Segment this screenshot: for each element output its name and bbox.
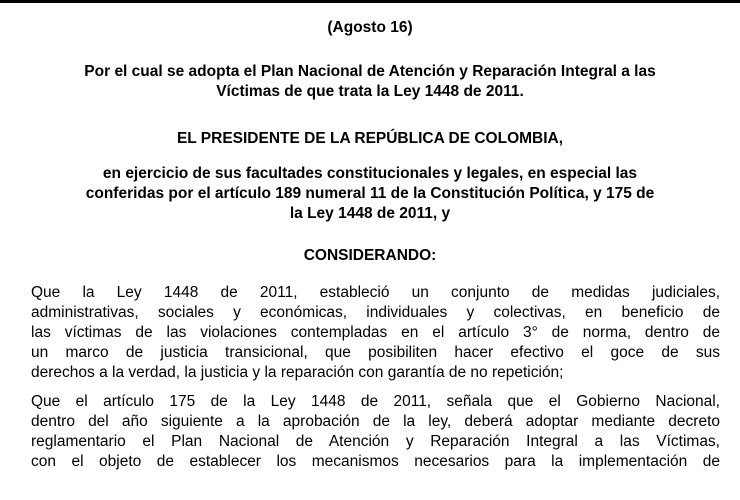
paragraph-line: dentro del año siguiente a la aprobación de la ley, deberá adoptar mediante decreto xyxy=(31,413,720,430)
powers-line: conferidas por el artículo 189 numeral 11 de la Constitución Política, y 175 de xyxy=(85,185,655,202)
paragraph-line: un marco de justicia transicional, que posibiliten hacer efectivo el goce de sus xyxy=(31,344,720,361)
powers-clause xyxy=(0,164,740,224)
considering-heading: CONSIDERANDO: xyxy=(303,247,437,264)
decree-date: (Agosto 16) xyxy=(327,19,413,36)
powers-line: la Ley 1448 de 2011, y xyxy=(289,205,451,222)
top-border-line xyxy=(0,0,740,3)
subject-line: Víctimas de que trata la Ley 1448 de 2011. xyxy=(216,83,524,100)
decree-subject xyxy=(0,62,740,102)
paragraph-line: administrativas, sociales y económicas, individuales y colectivas, en beneficio de xyxy=(31,304,720,321)
paragraph-2 xyxy=(31,392,720,472)
subject-line: Por el cual se adopta el Plan Nacional de Atención y Reparación Integral a las xyxy=(84,63,656,80)
paragraph-line: con el objeto de establecer los mecanismos necesarios para la implementación de xyxy=(31,453,720,470)
paragraph-line: Que el artículo 175 de la Ley 1448 de 2011, señala que el Gobierno Nacional, xyxy=(31,393,720,410)
paragraph-line: reglamentario el Plan Nacional de Atención y Reparación Integral a las Víctimas, xyxy=(31,433,720,450)
paragraph-1 xyxy=(31,283,720,383)
paragraph-line: Que la Ley 1448 de 2011, estableció un conjunto de medidas judiciales, xyxy=(31,284,720,301)
paragraph-line: las víctimas de las violaciones contempladas en el artículo 3° de norma, dentro de xyxy=(31,324,720,341)
paragraph-line: derechos a la verdad, la justicia y la reparación con garantía de no repetición; xyxy=(31,364,564,381)
powers-line: en ejercicio de sus facultades constitucionales y legales, en especial las xyxy=(102,165,638,182)
president-heading: EL PRESIDENTE DE LA REPÚBLICA DE COLOMBIA, xyxy=(176,130,564,147)
